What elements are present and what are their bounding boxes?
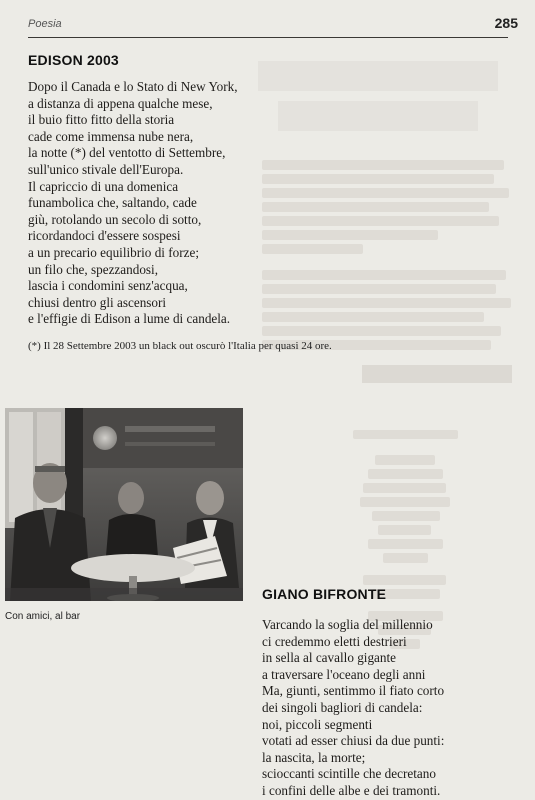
poem-line: e l'effigie di Edison a lume di candela. — [28, 311, 231, 327]
photograph-image — [5, 408, 243, 601]
poem-line: a distanza di appena qualche mese, — [28, 95, 213, 111]
poem-2-line: dei singoli bagliori di candela: — [262, 699, 423, 715]
poem-2-line: Varcando la soglia del millennio — [262, 617, 433, 632]
poem-2-line: votati ad esser chiusi da due punti: — [262, 733, 445, 749]
poem-2-line: a traversare l'oceano degli anni — [262, 666, 426, 682]
poem-body — [28, 79, 238, 328]
poem-2-line: la nascita, la morte; — [262, 749, 366, 765]
poem-2-line: ci credemmo eletti destrieri — [262, 633, 407, 649]
poem-line: ricordandoci d'essere sospesi — [28, 228, 181, 244]
poem-2-line: i confini delle albe e dei tramonti. — [262, 782, 441, 798]
poem-line: un filo che, spezzandosi, — [28, 261, 159, 277]
poem-line: il buio fitto fitto della storia — [28, 112, 175, 128]
poem-line: chiusi dentro gli ascensori — [28, 294, 167, 310]
poem-line: Dopo il Canada e lo Stato di New York, — [28, 79, 238, 94]
poem-2-line: scioccanti scintille che decretano — [262, 766, 436, 782]
footnote: (*) Il 28 Settembre 2003 un black out oscurò l'Italia per quasi 24 ore. — [28, 340, 332, 352]
poem-line: sull'unico stivale dell'Europa. — [28, 161, 184, 177]
show-through-heading-shape — [258, 57, 508, 147]
show-through-band — [362, 365, 512, 383]
poem-2-line: Ma, giunti, sentimmo il fiato corto — [262, 683, 445, 699]
poem-line: Il capriccio di una domenica — [28, 178, 179, 194]
poem-line: giù, rotolando un secolo di sotto, — [28, 211, 202, 227]
poem-line: cade come immensa nube nera, — [28, 128, 194, 144]
show-through-heading — [258, 57, 508, 155]
photograph — [5, 408, 243, 601]
photo-caption: Con amici, al bar — [5, 611, 81, 622]
show-through-text-block — [262, 160, 514, 258]
header-divider — [28, 37, 508, 38]
poem-2-line: in sella al cavallo gigante — [262, 650, 397, 666]
poem-line: a un precario equilibrio di forze; — [28, 244, 199, 260]
poem-title-2: GIANO BIFRONTE — [262, 586, 387, 602]
poem-title: EDISON 2003 — [28, 52, 119, 68]
page-number: 285 — [494, 15, 518, 31]
section-label: Poesia — [28, 18, 62, 30]
poem-body-2 — [262, 617, 444, 800]
poem-2-line: noi, piccoli segmenti — [262, 716, 373, 732]
poem-line: funambolica che, saltando, cade — [28, 195, 197, 211]
poem-line: la notte (*) del ventotto di Settembre, — [28, 145, 226, 161]
poem-line: lascia i condomini senz'acqua, — [28, 278, 188, 294]
